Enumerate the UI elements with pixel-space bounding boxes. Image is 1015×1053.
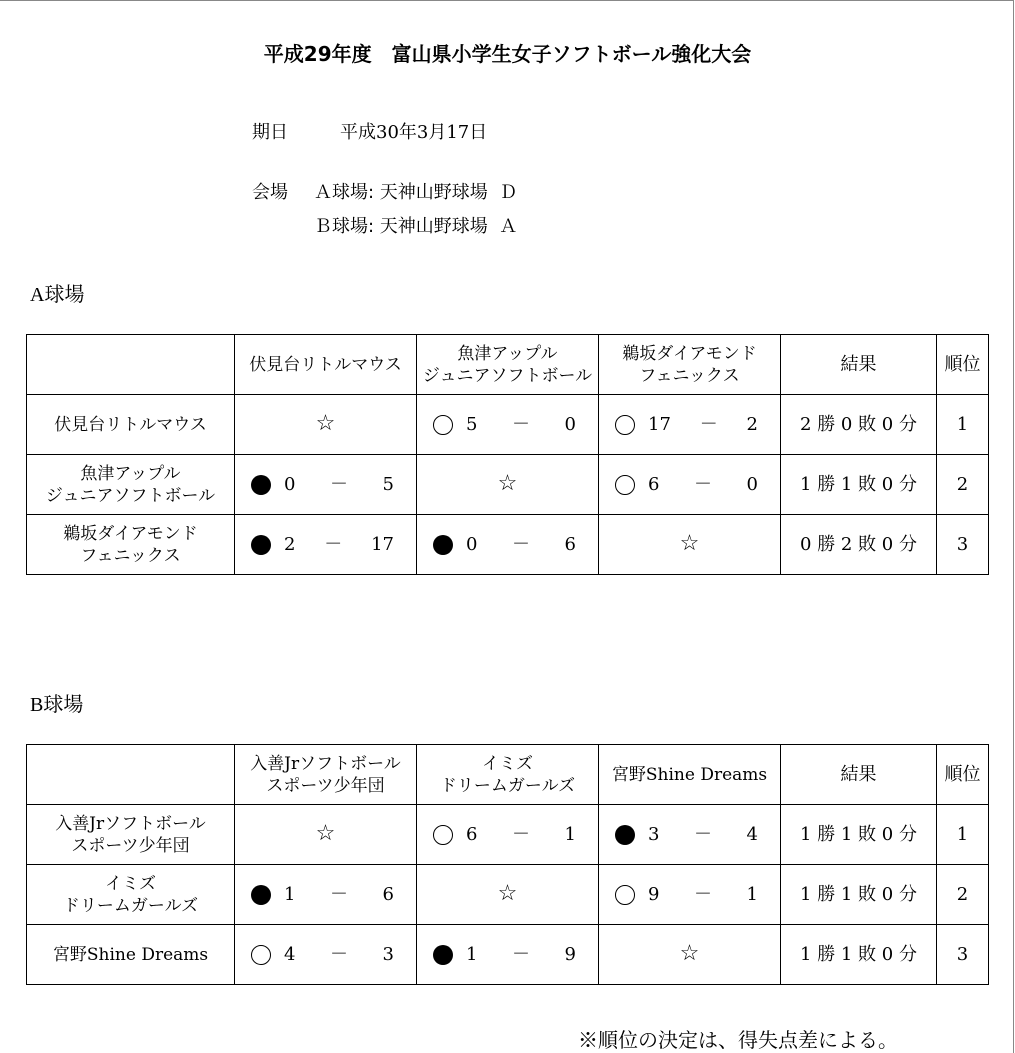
cell-line: ジュニアソフトボール xyxy=(45,485,216,506)
score-line xyxy=(599,413,780,437)
score-numbers xyxy=(466,413,576,437)
team-name-cell xyxy=(27,515,235,575)
star-icon: ☆ xyxy=(315,821,336,846)
results-table-b xyxy=(26,744,989,985)
team-name-cell xyxy=(27,925,235,985)
cell-line: イミズ xyxy=(105,873,156,894)
score-line xyxy=(599,473,780,497)
rank-cell: 1 xyxy=(937,395,989,455)
score-for: 2 xyxy=(284,533,296,555)
score-for: 5 xyxy=(466,413,478,435)
loss-circle-icon xyxy=(251,535,271,555)
score-line xyxy=(417,413,598,437)
score-cell xyxy=(235,455,417,515)
win-circle-icon xyxy=(433,415,453,435)
score-dash: － xyxy=(694,823,712,845)
score-cell xyxy=(235,515,417,575)
table-row xyxy=(27,515,989,575)
win-circle-icon xyxy=(433,825,453,845)
table-row xyxy=(27,865,989,925)
score-line xyxy=(235,883,416,907)
rank-cell: 1 xyxy=(937,805,989,865)
score-for: 3 xyxy=(648,823,660,845)
column-header xyxy=(235,335,417,395)
star-icon: ☆ xyxy=(679,531,700,556)
score-cell xyxy=(235,925,417,985)
cell-line: 入善Jrソフトボール xyxy=(250,753,401,774)
score-cell xyxy=(599,865,781,925)
cell-line: フェニックス xyxy=(639,365,740,386)
score-cell xyxy=(417,515,599,575)
venue-b: Ｂ球場: 天神山野球場 Ａ xyxy=(314,216,518,237)
cell-line: スポーツ少年団 xyxy=(266,775,385,796)
score-cell xyxy=(417,805,599,865)
cell-line: 魚津アップル xyxy=(80,463,181,484)
self-match-cell xyxy=(235,395,417,455)
score-dash: － xyxy=(512,823,530,845)
loss-circle-icon xyxy=(433,945,453,965)
team-name-cell xyxy=(27,395,235,455)
score-line xyxy=(235,533,416,557)
score-cell xyxy=(599,395,781,455)
score-cell xyxy=(417,395,599,455)
team-name-cell xyxy=(27,455,235,515)
score-for: 0 xyxy=(466,533,478,555)
loss-circle-icon xyxy=(615,825,635,845)
score-numbers xyxy=(648,823,758,847)
page-title: 平成29年度 富山県小学生女子ソフトボール強化大会 xyxy=(263,42,752,66)
score-numbers xyxy=(284,883,394,907)
self-match-cell xyxy=(417,865,599,925)
star-icon: ☆ xyxy=(497,881,518,906)
loss-circle-icon xyxy=(251,885,271,905)
star-icon: ☆ xyxy=(497,471,518,496)
score-line xyxy=(417,823,598,847)
team-name-cell xyxy=(27,805,235,865)
score-numbers xyxy=(648,883,758,907)
score-dash: － xyxy=(512,943,530,965)
score-dash: － xyxy=(694,883,712,905)
cell-line: フェニックス xyxy=(80,545,181,566)
score-against: 5 xyxy=(382,473,394,495)
page-border-top xyxy=(0,0,1013,1)
score-for: 17 xyxy=(648,413,671,435)
self-match-cell xyxy=(235,805,417,865)
result-cell: 0 勝 2 敗 0 分 xyxy=(781,515,937,575)
score-numbers xyxy=(648,413,758,437)
table-row xyxy=(27,455,989,515)
result-header: 結果 xyxy=(781,745,937,805)
venue-a: Ａ球場: 天神山野球場 Ｄ xyxy=(314,182,518,203)
score-for: 4 xyxy=(284,943,296,965)
score-dash: － xyxy=(512,413,530,435)
date-value: 平成30年3月17日 xyxy=(340,122,488,143)
column-header xyxy=(599,335,781,395)
self-match-cell xyxy=(599,925,781,985)
score-against: 3 xyxy=(382,943,394,965)
score-against: 1 xyxy=(746,883,758,905)
score-numbers xyxy=(648,473,758,497)
score-for: 9 xyxy=(648,883,660,905)
score-for: 1 xyxy=(284,883,296,905)
column-header xyxy=(235,745,417,805)
score-for: 1 xyxy=(466,943,478,965)
score-line xyxy=(417,943,598,967)
score-against: 2 xyxy=(746,413,758,435)
score-line xyxy=(417,533,598,557)
table-row xyxy=(27,805,989,865)
score-cell xyxy=(235,865,417,925)
section-a-label: A球場 xyxy=(30,284,85,306)
self-match-cell xyxy=(599,515,781,575)
score-numbers xyxy=(284,943,394,967)
score-dash: － xyxy=(324,533,343,555)
rank-cell: 3 xyxy=(937,515,989,575)
cell-line: 鵜坂ダイアモンド xyxy=(622,343,757,364)
cell-line: 鵜坂ダイアモンド xyxy=(63,523,198,544)
column-header xyxy=(599,745,781,805)
score-numbers xyxy=(466,533,576,557)
score-numbers xyxy=(466,943,576,967)
cell-line: 伏見台リトルマウス xyxy=(54,414,207,435)
result-header: 結果 xyxy=(781,335,937,395)
score-against: 0 xyxy=(564,413,576,435)
cell-line: 宮野Shine Dreams xyxy=(611,764,768,785)
score-numbers xyxy=(284,533,394,557)
loss-circle-icon xyxy=(251,475,271,495)
score-dash: － xyxy=(330,473,348,495)
score-cell xyxy=(417,925,599,985)
star-icon: ☆ xyxy=(679,941,700,966)
ranking-note: ※順位の決定は、得失点差による。 xyxy=(578,1028,898,1052)
score-for: 6 xyxy=(648,473,660,495)
result-cell: 1 勝 1 敗 0 分 xyxy=(781,455,937,515)
result-cell: 1 勝 1 敗 0 分 xyxy=(781,925,937,985)
cell-line: イミズ xyxy=(482,753,533,774)
table-row xyxy=(27,395,989,455)
cell-line: 伏見台リトルマウス xyxy=(249,354,402,375)
cell-line: 宮野Shine Dreams xyxy=(52,944,209,965)
score-line xyxy=(599,883,780,907)
score-line xyxy=(235,473,416,497)
rank-cell: 2 xyxy=(937,865,989,925)
corner-cell xyxy=(27,745,235,805)
self-match-cell xyxy=(417,455,599,515)
header-row xyxy=(27,745,989,805)
corner-cell xyxy=(27,335,235,395)
win-circle-icon xyxy=(615,885,635,905)
star-icon: ☆ xyxy=(315,411,336,436)
table-row xyxy=(27,925,989,985)
venue-label: 会場 xyxy=(252,182,288,203)
result-cell: 1 勝 1 敗 0 分 xyxy=(781,805,937,865)
score-dash: － xyxy=(512,533,530,555)
rank-cell: 2 xyxy=(937,455,989,515)
result-cell: 2 勝 0 敗 0 分 xyxy=(781,395,937,455)
result-cell: 1 勝 1 敗 0 分 xyxy=(781,865,937,925)
score-line xyxy=(599,823,780,847)
results-table-a xyxy=(26,334,989,575)
rank-header: 順位 xyxy=(937,745,989,805)
cell-line: 魚津アップル xyxy=(457,343,558,364)
score-dash: － xyxy=(699,413,718,435)
score-against: 0 xyxy=(746,473,758,495)
team-name-cell xyxy=(27,865,235,925)
rank-header: 順位 xyxy=(937,335,989,395)
score-dash: － xyxy=(694,473,712,495)
cell-line: スポーツ少年団 xyxy=(71,835,190,856)
score-numbers xyxy=(466,823,576,847)
score-cell xyxy=(599,805,781,865)
column-header xyxy=(417,335,599,395)
score-line xyxy=(235,943,416,967)
loss-circle-icon xyxy=(433,535,453,555)
score-against: 4 xyxy=(746,823,758,845)
win-circle-icon xyxy=(251,945,271,965)
win-circle-icon xyxy=(615,415,635,435)
section-b-label: B球場 xyxy=(30,694,84,716)
score-against: 1 xyxy=(564,823,576,845)
cell-line: ジュニアソフトボール xyxy=(422,365,593,386)
cell-line: ドリームガールズ xyxy=(439,775,576,796)
score-against: 9 xyxy=(564,943,576,965)
rank-cell: 3 xyxy=(937,925,989,985)
win-circle-icon xyxy=(615,475,635,495)
score-against: 17 xyxy=(371,533,394,555)
score-dash: － xyxy=(330,883,348,905)
cell-line: ドリームガールズ xyxy=(62,895,199,916)
score-dash: － xyxy=(330,943,348,965)
cell-line: 入善Jrソフトボール xyxy=(55,813,206,834)
score-numbers xyxy=(284,473,394,497)
score-for: 6 xyxy=(466,823,478,845)
score-against: 6 xyxy=(382,883,394,905)
score-cell xyxy=(599,455,781,515)
page-border-right xyxy=(1013,0,1014,1053)
column-header xyxy=(417,745,599,805)
score-for: 0 xyxy=(284,473,296,495)
date-label: 期日 xyxy=(252,122,288,143)
score-against: 6 xyxy=(564,533,576,555)
header-row xyxy=(27,335,989,395)
